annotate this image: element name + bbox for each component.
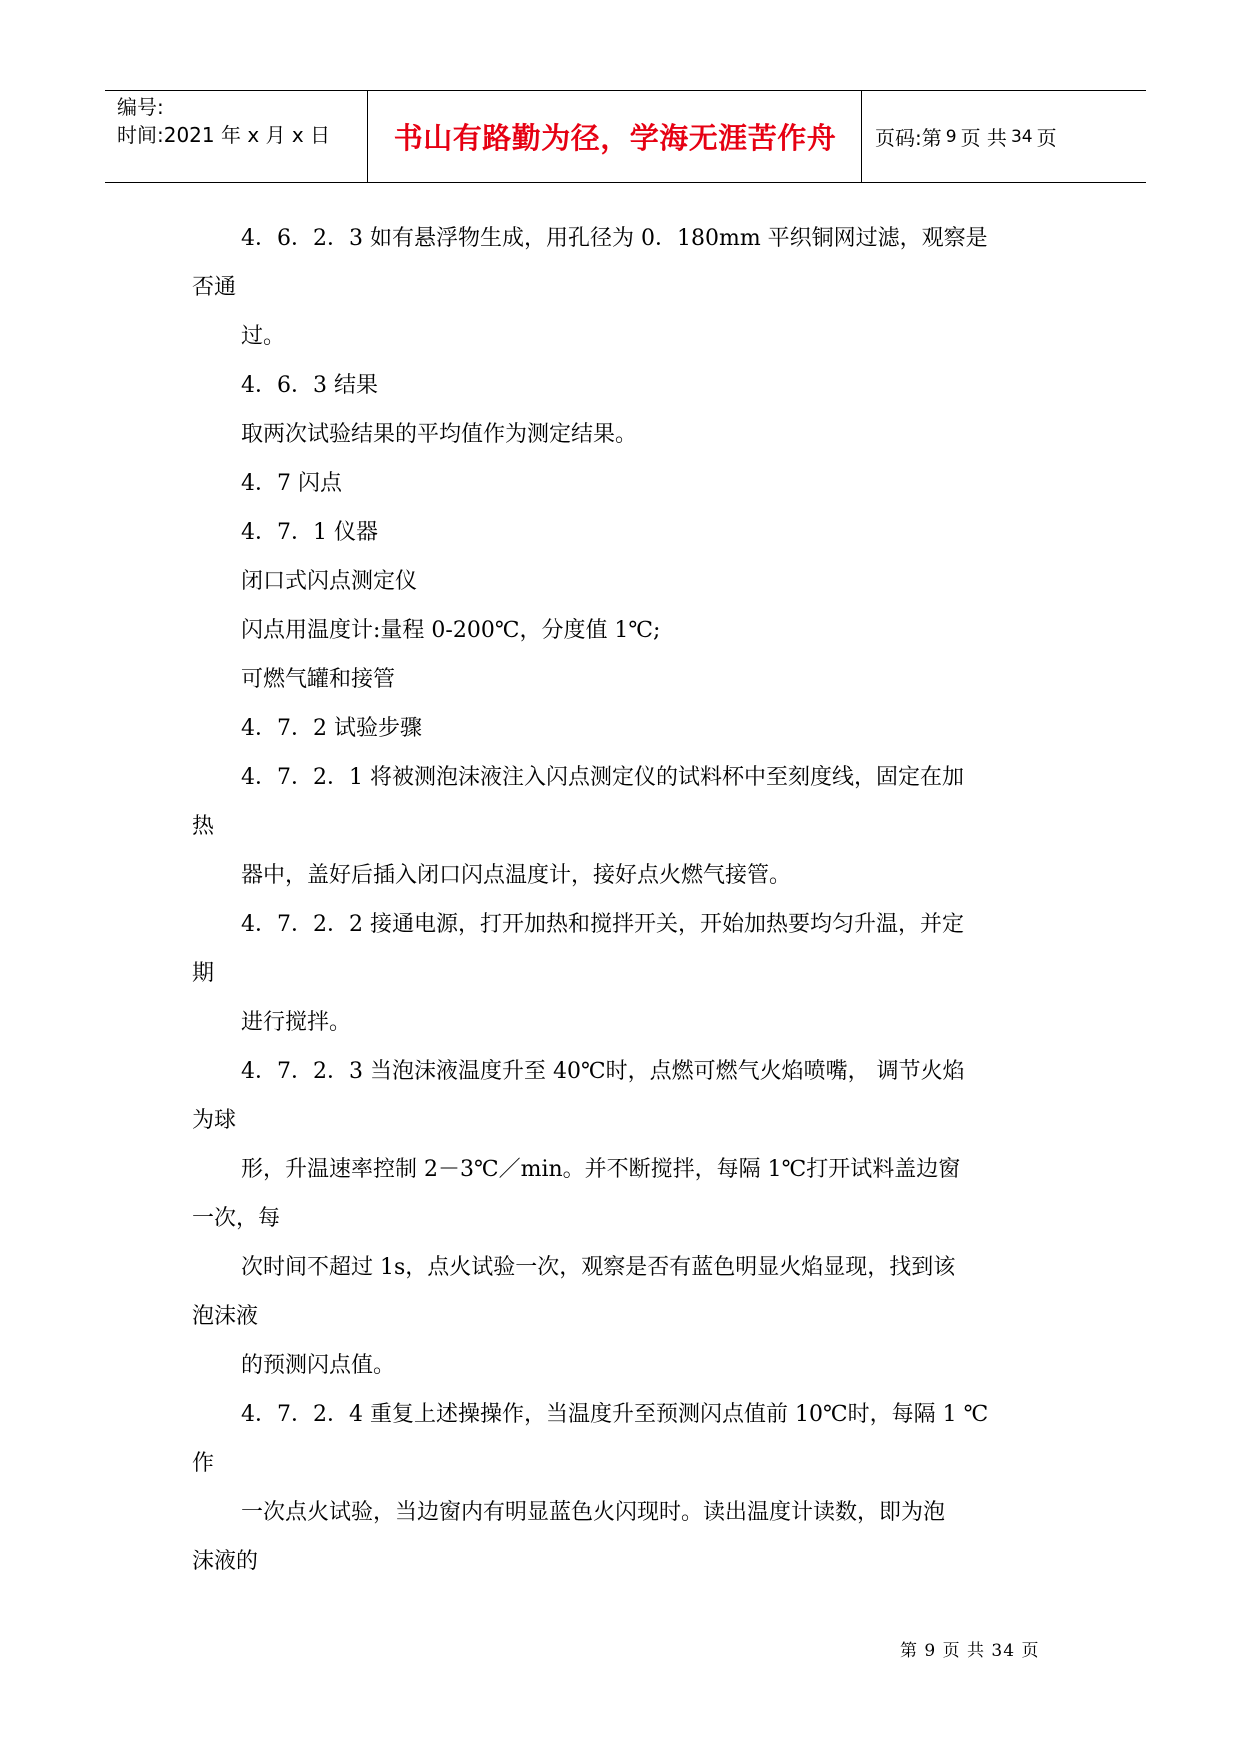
text-line: 为球	[192, 1108, 237, 1133]
text-line: 器中，盖好后插入闭口闪点温度计，接好点火燃气接管。	[241, 863, 792, 888]
text-line: 期	[192, 961, 215, 986]
header-page-indicator	[875, 91, 1146, 182]
text-line: 4．7．2．4 重复上述操操作，当温度升至预测闪点值前 10℃时，每隔 1 ℃	[241, 1402, 989, 1427]
text-line: 泡沫液	[192, 1304, 259, 1329]
document-body	[192, 214, 1054, 1586]
document-number-label: 编号:	[117, 95, 164, 119]
page-total: 34	[1010, 126, 1033, 147]
text-line: 闪点用温度计:量程 0-200℃，分度值 1℃;	[241, 618, 661, 643]
text-line: 闭口式闪点测定仪	[241, 569, 418, 594]
text-line: 进行搅拌。	[241, 1010, 352, 1035]
header-divider-right	[861, 91, 862, 182]
page-prefix: 页码:第	[875, 126, 942, 150]
header-meta	[117, 93, 372, 149]
text-line: 取两次试验结果的平均值作为测定结果。	[241, 422, 638, 447]
text-line: 过。	[241, 324, 286, 349]
text-line: 一次点火试验，当边窗内有明显蓝色火闪现时。读出温度计读数，即为泡	[241, 1500, 946, 1525]
page-mid: 页 共	[960, 126, 1007, 150]
text-line: 4．7．2．2 接通电源，打开加热和搅拌开关，开始加热要均匀升温，并定	[241, 912, 964, 937]
page-header	[105, 90, 1146, 183]
text-line: 4．6．2．3 如有悬浮物生成，用孔径为 0．180mm 平织铜网过滤，观察是	[241, 226, 988, 251]
text-line: 热	[192, 814, 215, 839]
text-line: 可燃气罐和接管	[241, 667, 396, 692]
text-line: 否通	[192, 275, 237, 300]
page-suffix: 页	[1036, 126, 1057, 150]
header-motto: 书山有路勤为径，学海无涯苦作舟	[393, 121, 837, 155]
text-line: 4．7．2．3 当泡沫液温度升至 40℃时，点燃可燃气火焰喷嘴， 调节火焰	[241, 1059, 965, 1084]
text-line: 作	[192, 1451, 215, 1476]
document-time-label: 时间:2021 年 x 月 x 日	[117, 123, 331, 147]
text-line: 4．6．3 结果	[241, 373, 378, 398]
text-line: 沫液的	[192, 1549, 259, 1574]
page-current: 9	[945, 126, 957, 147]
text-line: 的预测闪点值。	[241, 1353, 396, 1378]
text-line: 次时间不超过 1s，点火试验一次，观察是否有蓝色明显火焰显现，找到该	[241, 1255, 956, 1280]
text-line: 4．7．2．1 将被测泡沫液注入闪点测定仪的试料杯中至刻度线，固定在加	[241, 765, 964, 790]
text-line: 4．7．2 试验步骤	[241, 716, 422, 741]
header-divider-left	[367, 91, 368, 182]
text-line: 4．7 闪点	[241, 471, 342, 496]
page-footer: 第 9 页 共 34 页	[900, 1641, 1040, 1661]
text-line: 一次，每	[192, 1206, 281, 1231]
text-line: 4．7．1 仪器	[241, 520, 378, 545]
text-line: 形，升温速率控制 2－3℃／min。并不断搅拌，每隔 1℃打开试料盖边窗	[241, 1157, 961, 1182]
